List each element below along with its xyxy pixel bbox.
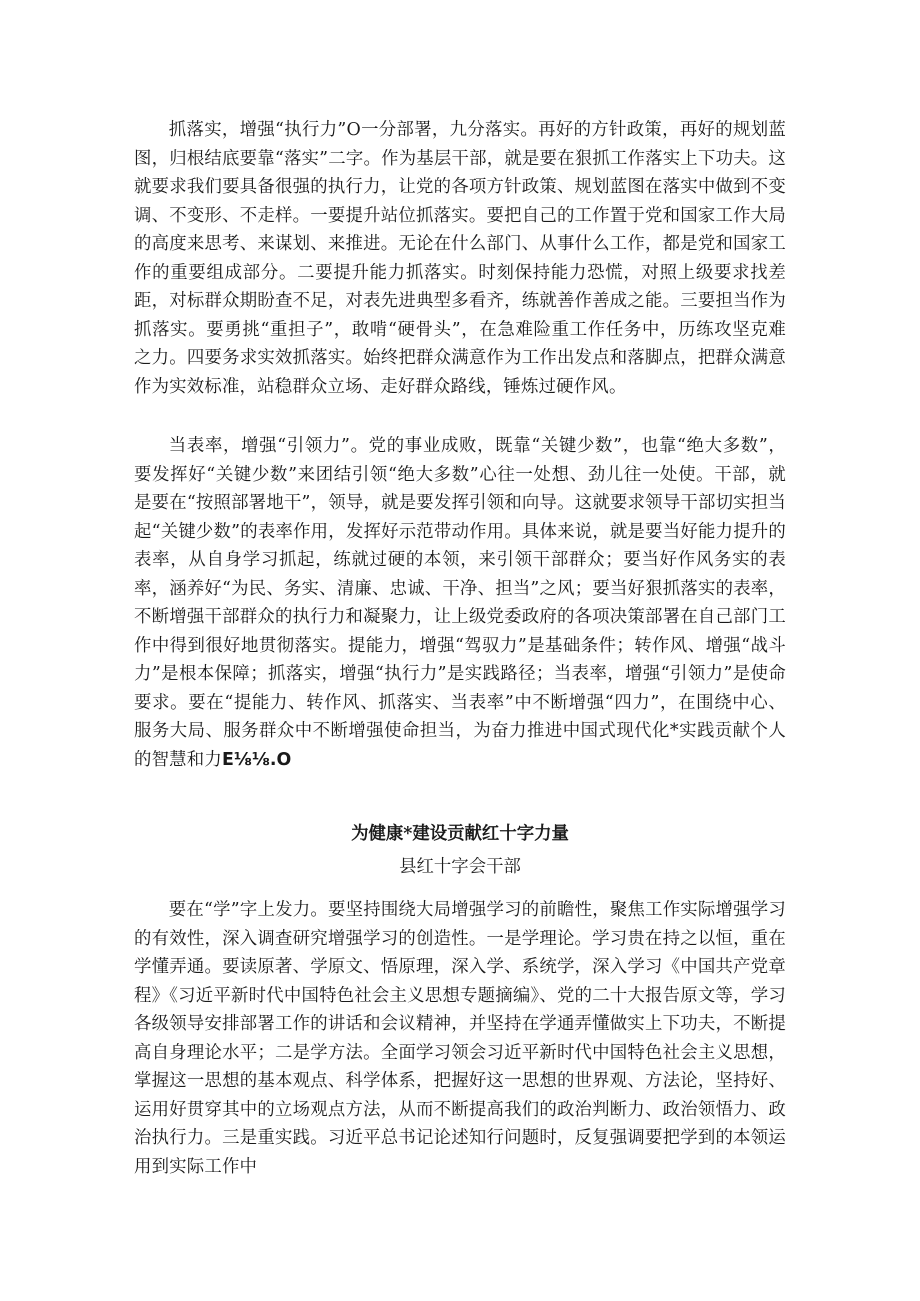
section1-paragraph-execution: 抓落实，增强“执行力”O一分部署，九分落实。再好的方针政策，再好的规划蓝图，归根结底要靠“落实”二字。作为基层干部，就是要在狠抓工作落实上下功夫。这就要求我们要具备很强的执行力，让党的各项方针政策、规划蓝图在落实中做到不变调、不变形、不走样。一要提升站位抓落实。要把自己的工作置于党和国家工作大局的高度来思考、来谋划、来推进。无论在什么部门、从事什么工作，都是党和国家工作的重要组成部分。二要提升能力抓落实。时刻保持能力恐慌，对照上级要求找差距，对标群众期盼查不足，对表先进典型多看齐，练就善作善成之能。三要担当作为抓落实。要勇挑“重担子”，敢啃“硬骨头”，在急难险重工作任务中，历练攻坚克难之力。四要务求实效抓落实。始终把群众满意作为工作出发点和落脚点，把群众满意作为实效标准，站稳群众立场、走好群众路线，锤炼过硬作风。 <box>134 120 786 397</box>
section1-paragraph-leadership <box>134 432 786 774</box>
section2-author: 县红十字会干部 <box>399 857 521 877</box>
section2-paragraph-study: 要在“学”字上发力。要坚持围绕大局增强学习的前瞻性，聚焦工作实际增强学习的有效性，深入调查研究增强学习的创造性。一是学理论。学习贵在持之以恒，重在学懂弄通。要读原著、学原文、悟原理，深入学、系统学，深入学习《中国共产党章程》《习近平新时代中国特色社会主义思想专题摘编》、党的二十大报告原文等，学习各级领导安排部署工作的讲话和会议精神，并坚持在学通弄懂做实上下功夫，不断提高自身理论水平；二是学方法。全面学习领会习近平新时代中国特色社会主义思想，掌握这一思想的基本观点、科学体系，把握好这一思想的世界观、方法论，坚持好、运用好贯穿其中的立场观点方法，从而不断提高我们的政治判断力、政治领悟力、政治执行力。三是重实践。习近平总书记论述知行问题时，反复强调要把学到的本领运用到实际工作中 <box>134 900 786 1177</box>
section1-paragraph-leadership-tail: E⅛⅛.O <box>221 749 292 770</box>
section1-paragraph-leadership-text: 当表率，增强“引领力”。党的事业成败，既靠“关键少数”，也靠“绝大多数”，要发挥好“关键少数”来团结引领“绝大多数”心往一处想、劲儿往一处使。干部，就是要在“按照部署地干”，领导，就是要发挥引领和向导。这就要求领导干部切实担当起“关键少数”的表率作用，发挥好示范带动作用。具体来说，就是要当好能力提升的表率，从自身学习抓起，练就过硬的本领，来引领干部群众；要当好作风务实的表率，涵养好“为民、务实、清廉、忠诚、干净、担当”之风；要当好狠抓落实的表率，不断增强干部群众的执行力和凝聚力，让上级党委政府的各项决策部署在自己部门工作中得到很好地贯彻落实。提能力，增强“驾驭力”是基础条件；转作风、增强“战斗力”是根本保障；抓落实，增强“执行力”是实践路径；当表率，增强“引领力”是使命要求。要在“提能力、转作风、抓落实、当表率”中不断增强“四力”，在围绕中心、服务大局、服务群众中不断增强使命担当，为奋力推进中国式现代化*实践贡献个人的智慧和力 <box>134 436 786 770</box>
section2-title: 为健康*建设贡献红十字力量 <box>351 824 569 844</box>
